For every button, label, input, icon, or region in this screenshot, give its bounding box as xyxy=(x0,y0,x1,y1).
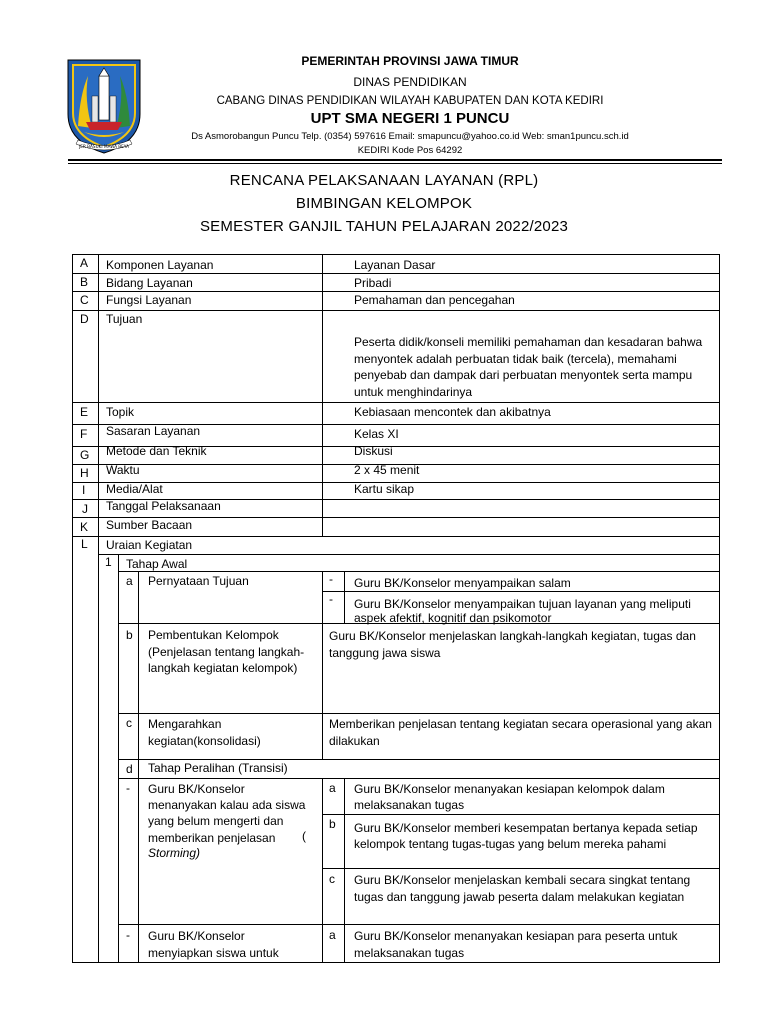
row-code: A xyxy=(80,256,89,270)
row-code: D xyxy=(80,312,89,326)
title-line-2: BIMBINGAN KELOMPOK xyxy=(295,195,473,212)
step-label: Tahap Awal xyxy=(126,557,188,571)
row-value: Peserta didik/konseli memiliki pemahaman dan kesadaran bahwa menyontek adalah perbuatan tidak baik (tercela), memahami penyebab dan dampak dari perbuatan menyontek serta mampu untuk menghindarinya xyxy=(354,335,703,399)
sub-text: Memberikan penjelasan tentang kegiatan secara operasional yang akan dilakukan xyxy=(329,717,712,748)
row-value: Diskusi xyxy=(354,444,393,458)
item-code: b xyxy=(329,817,336,831)
rpl-table xyxy=(72,254,720,963)
item-text: Guru BK/Konselor menyampaikan salam xyxy=(354,576,571,590)
row-value: Kartu sikap xyxy=(354,482,415,496)
row-label: Metode dan Teknik xyxy=(106,444,207,458)
row-value: Layanan Dasar xyxy=(354,258,436,272)
row-code: E xyxy=(80,405,89,419)
title-line-3: SEMESTER GANJIL TAHUN PELAJARAN 2022/2023 xyxy=(199,218,569,235)
group-text: Guru BK/Konselor menanyakan kalau ada siswa yang belum mengerti dan memberikan penjelasan xyxy=(148,782,306,845)
school-name: UPT SMA NEGERI 1 PUNCU xyxy=(310,110,510,127)
east-java-emblem xyxy=(62,56,146,156)
header-line-2: DINAS PENDIDIKAN xyxy=(353,75,467,89)
row-code: L xyxy=(81,537,88,551)
row-label: Komponen Layanan xyxy=(106,258,214,272)
row-value: 2 x 45 menit xyxy=(354,463,420,477)
sub-sublabel: (Penjelasan tentang langkah-langkah kegiatan kelompok) xyxy=(148,645,305,675)
header-address: Ds Asmorobangun Puncu Telp. (0354) 597616 Email: smapuncu@yahoo.co.id Web: sman1puncu.sch.id xyxy=(191,131,629,142)
row-code: J xyxy=(82,502,88,516)
row-code: H xyxy=(80,466,89,480)
row-value: Pribadi xyxy=(354,276,392,290)
row-code: C xyxy=(80,293,89,307)
group-bullet: - xyxy=(126,928,130,942)
row-value: Pemahaman dan pencegahan xyxy=(354,293,515,307)
row-label: Waktu xyxy=(106,463,140,477)
row-label: Tanggal Pelaksanaan xyxy=(106,499,221,513)
group-text: Guru BK/Konselor menyiapkan siswa untuk xyxy=(148,929,279,960)
item-code: a xyxy=(329,928,336,942)
step-number: 1 xyxy=(105,555,112,569)
group-paren: ( xyxy=(302,829,306,843)
item-bullet: - xyxy=(329,572,333,586)
sub-code: a xyxy=(126,574,133,588)
row-code: I xyxy=(82,483,86,497)
header-line-3: CABANG DINAS PENDIDIKAN WILAYAH KABUPATEN DAN KOTA KEDIRI xyxy=(216,95,604,107)
item-text: Guru BK/Konselor menanyakan kesiapan para peserta untuk melaksanakan tugas xyxy=(354,929,678,960)
header-postal: KEDIRI Kode Pos 64292 xyxy=(357,145,463,156)
item-code: c xyxy=(329,872,335,886)
row-label: Fungsi Layanan xyxy=(106,293,192,307)
row-code: B xyxy=(80,275,89,289)
group-bullet: - xyxy=(126,781,130,795)
row-code: F xyxy=(80,427,88,441)
item-code: a xyxy=(329,781,336,795)
item-text: Guru BK/Konselor menjelaskan kembali secara singkat tentang tugas dan tanggung jawab peserta dalam melakukan kegiatan xyxy=(354,873,691,904)
row-label: Media/Alat xyxy=(106,482,163,496)
row-label: Sumber Bacaan xyxy=(106,518,193,532)
row-value: Kebiasaan mencontek dan akibatnya xyxy=(354,405,551,419)
emblem-motto: JER BASUKI MAWA BEYA xyxy=(79,144,129,149)
sub-code: b xyxy=(126,628,133,642)
row-code: G xyxy=(80,448,90,462)
row-label: Tujuan xyxy=(106,312,143,326)
sub-label: Pembentukan Kelompok xyxy=(148,628,279,642)
sub-code: c xyxy=(126,716,132,730)
item-bullet: - xyxy=(329,592,333,606)
row-label: Bidang Layanan xyxy=(106,276,193,290)
group-term: Storming) xyxy=(148,846,201,860)
sub-code: d xyxy=(126,762,133,776)
row-label: Uraian Kegiatan xyxy=(106,538,193,552)
row-value: Kelas XI xyxy=(354,427,399,441)
sub-label: Tahap Peralihan (Transisi) xyxy=(148,761,288,775)
title-line-1: RENCANA PELAKSANAAN LAYANAN (RPL) xyxy=(229,172,539,189)
sub-text: Guru BK/Konselor menjelaskan langkah-langkah kegiatan, tugas dan tanggung jawa siswa xyxy=(329,629,696,660)
header-rule-thin xyxy=(68,163,722,164)
row-label: Sasaran Layanan xyxy=(106,424,201,438)
header-rule-thick xyxy=(68,159,722,161)
item-text: Guru BK/Konselor menanyakan kesiapan kelompok dalam melaksanakan tugas xyxy=(354,782,665,812)
sub-label: Mengarahkan kegiatan(konsolidasi) xyxy=(148,717,261,748)
sub-label: Pernyataan Tujuan xyxy=(148,574,249,588)
item-text: Guru BK/Konselor menyampaikan tujuan layanan yang meliputi aspek afektif, kognitif dan psikomotor xyxy=(354,597,691,625)
header-line-1: PEMERINTAH PROVINSI JAWA TIMUR xyxy=(301,54,519,68)
row-label: Topik xyxy=(106,405,135,419)
item-text: Guru BK/Konselor memberi kesempatan bertanya kepada setiap kelompok tentang tugas-tugas yang belum mereka pahami xyxy=(354,821,698,851)
row-code: K xyxy=(80,520,89,534)
